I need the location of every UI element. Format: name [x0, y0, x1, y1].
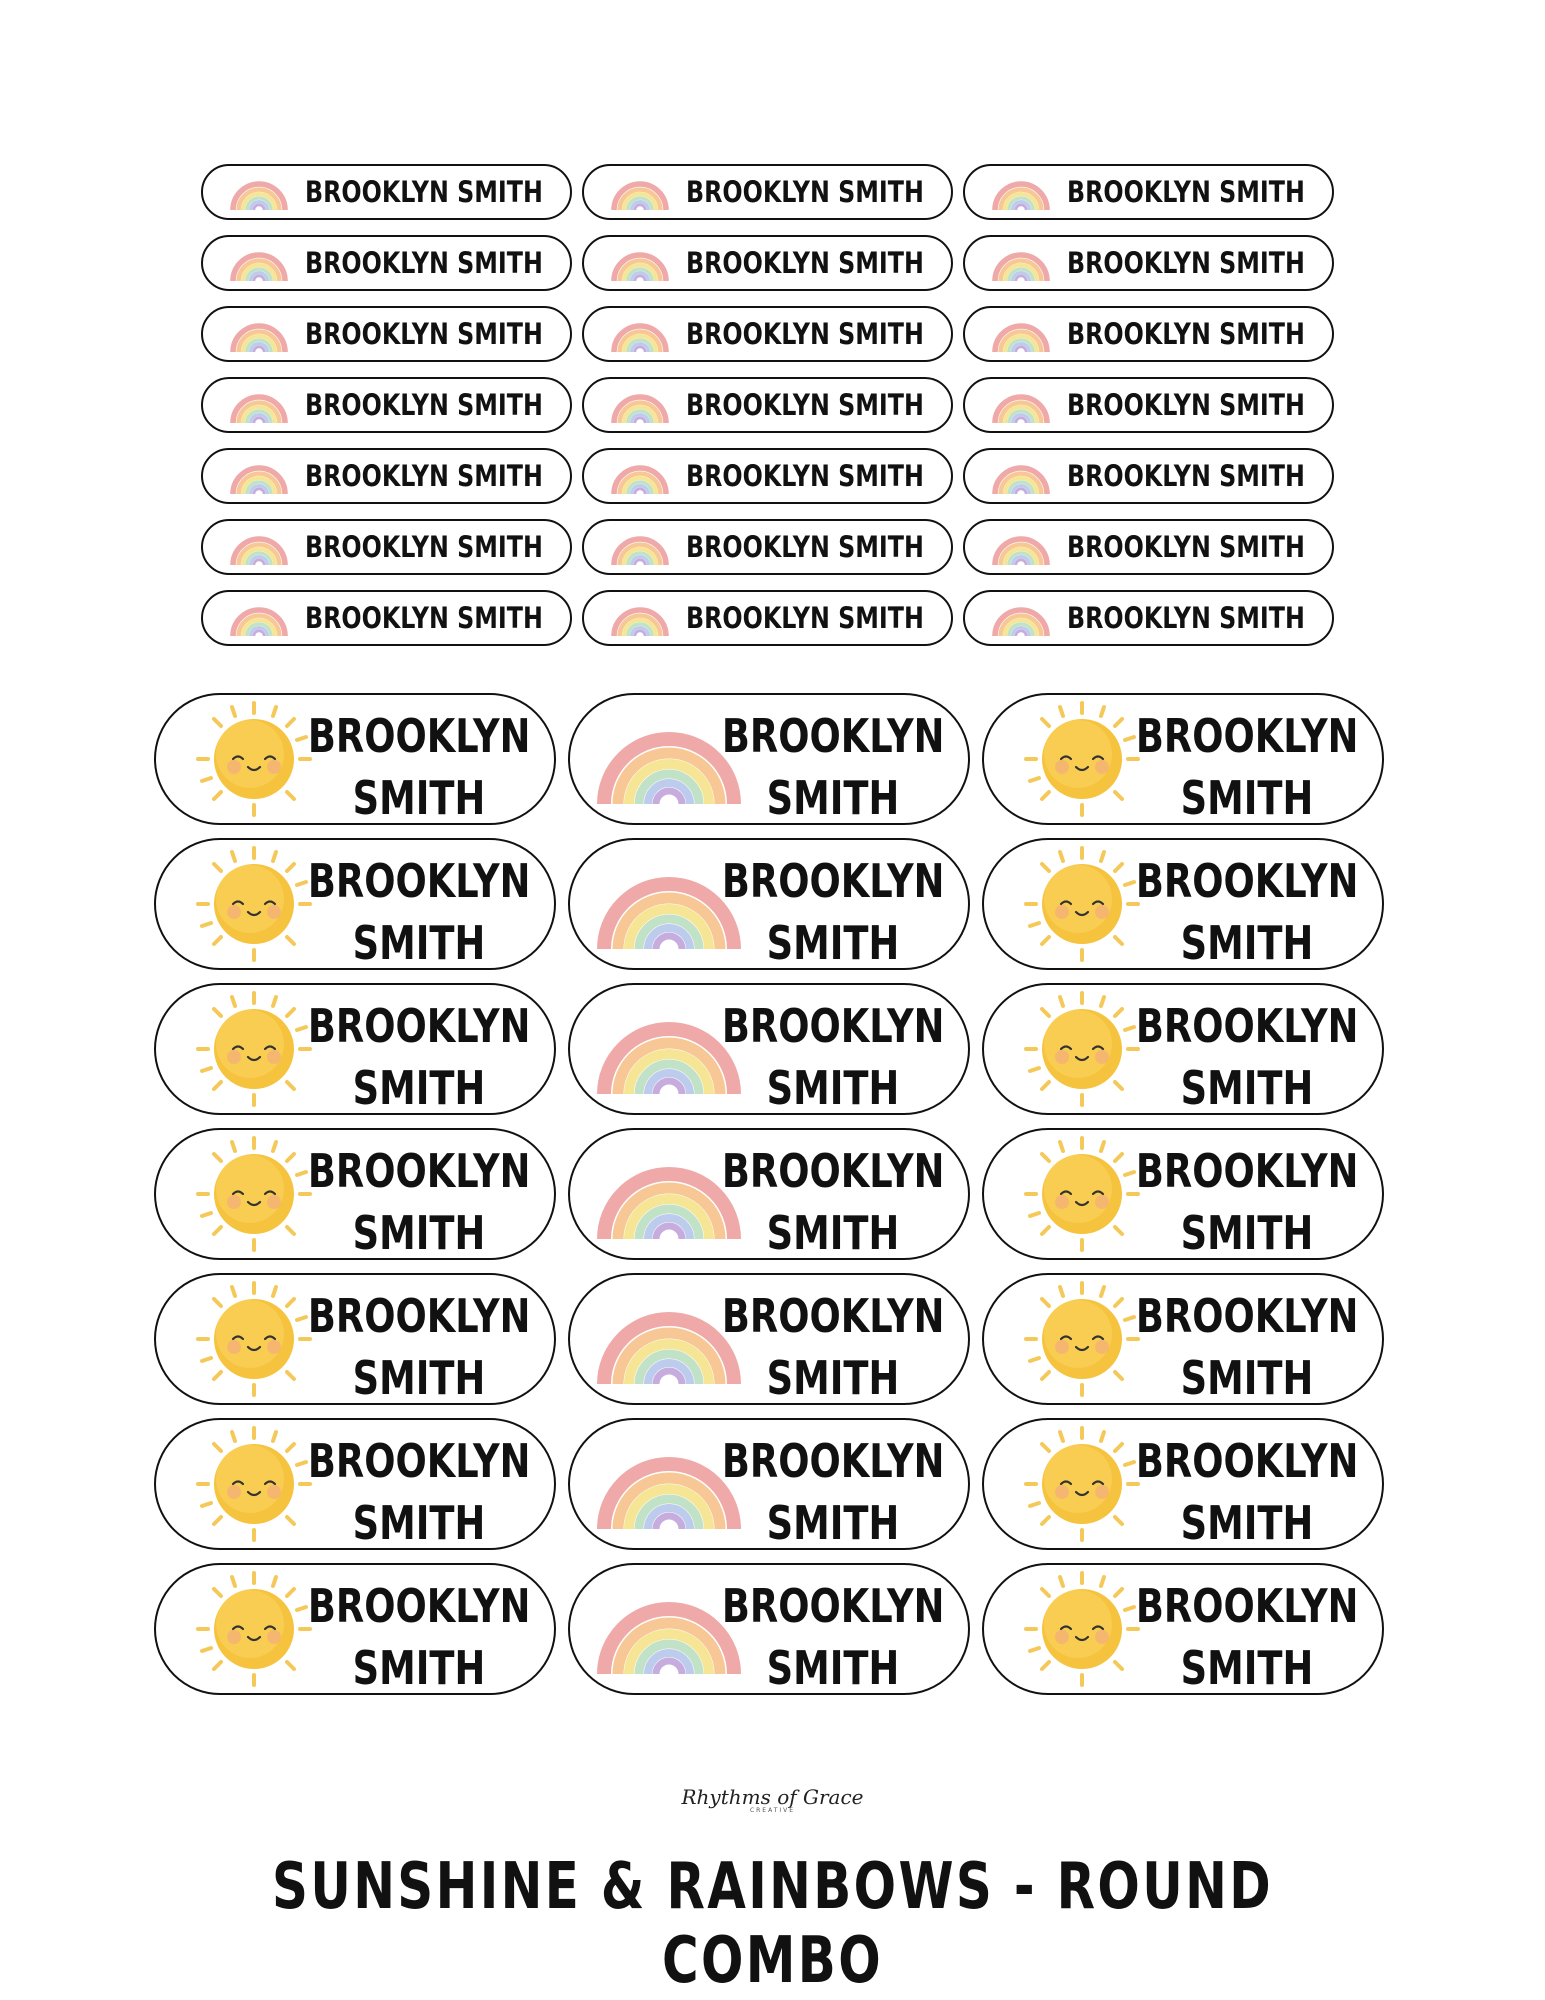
- big-label-text: [307, 995, 531, 1119]
- sun-icon: [1022, 1279, 1142, 1399]
- big-label-last-name: SMITH: [766, 1206, 900, 1260]
- small-label-name: BROOKLYN SMITH: [686, 317, 924, 351]
- small-name-label: [963, 377, 1334, 433]
- big-label-first-name: BROOKLYN: [307, 999, 531, 1053]
- big-label-text: [721, 705, 945, 829]
- rainbow-icon: [989, 172, 1053, 212]
- big-label-first-name: BROOKLYN: [1135, 1289, 1359, 1343]
- rainbow-icon: [227, 527, 291, 567]
- small-label-name: BROOKLYN SMITH: [686, 388, 924, 422]
- big-name-label: [982, 1128, 1384, 1260]
- big-label-text: [307, 705, 531, 829]
- big-label-text: [307, 1140, 531, 1264]
- big-label-first-name: BROOKLYN: [1135, 854, 1359, 908]
- small-label-name: BROOKLYN SMITH: [686, 459, 924, 493]
- big-label-first-name: BROOKLYN: [721, 1144, 945, 1198]
- big-label-text: [721, 995, 945, 1119]
- big-name-label: [154, 1563, 556, 1695]
- small-label-name: BROOKLYN SMITH: [1067, 530, 1305, 564]
- rainbow-icon: [608, 385, 672, 425]
- rainbow-icon: [989, 456, 1053, 496]
- rainbow-icon: [608, 243, 672, 283]
- big-label-first-name: BROOKLYN: [307, 709, 531, 763]
- big-label-first-name: BROOKLYN: [1135, 1579, 1359, 1633]
- small-label-name: BROOKLYN SMITH: [1067, 459, 1305, 493]
- big-label-last-name: SMITH: [766, 1641, 900, 1695]
- big-label-first-name: BROOKLYN: [307, 854, 531, 908]
- big-label-first-name: BROOKLYN: [307, 1434, 531, 1488]
- small-name-label: [582, 448, 953, 504]
- small-name-label: [963, 519, 1334, 575]
- big-name-label: [982, 1273, 1384, 1405]
- big-label-first-name: BROOKLYN: [1135, 1434, 1359, 1488]
- small-label-name: BROOKLYN SMITH: [305, 459, 543, 493]
- rainbow-icon: [989, 598, 1053, 638]
- big-label-last-name: SMITH: [352, 1351, 486, 1405]
- rainbow-icon: [227, 314, 291, 354]
- sun-icon: [194, 1279, 314, 1399]
- small-name-label: [582, 377, 953, 433]
- small-label-name: BROOKLYN SMITH: [1067, 388, 1305, 422]
- big-label-first-name: BROOKLYN: [307, 1579, 531, 1633]
- sun-icon: [1022, 844, 1142, 964]
- big-label-last-name: SMITH: [766, 916, 900, 970]
- big-label-last-name: SMITH: [352, 1496, 486, 1550]
- rainbow-icon: [608, 598, 672, 638]
- small-name-label: [963, 235, 1334, 291]
- small-label-name: BROOKLYN SMITH: [305, 246, 543, 280]
- small-label-name: BROOKLYN SMITH: [1067, 175, 1305, 209]
- small-name-label: [582, 235, 953, 291]
- big-label-text: [307, 850, 531, 974]
- big-label-text: [307, 1285, 531, 1409]
- big-label-text: [1135, 1140, 1359, 1264]
- page-title: [0, 1850, 1545, 1998]
- small-name-label: [582, 519, 953, 575]
- small-label-name: BROOKLYN SMITH: [305, 175, 543, 209]
- big-name-label: [568, 983, 970, 1115]
- small-name-label: [201, 590, 572, 646]
- small-labels-grid: [201, 164, 1334, 646]
- big-label-text: [1135, 995, 1359, 1119]
- big-label-first-name: BROOKLYN: [721, 1289, 945, 1343]
- big-name-label: [982, 983, 1384, 1115]
- sun-icon: [194, 1134, 314, 1254]
- rainbow-icon: [227, 456, 291, 496]
- big-label-last-name: SMITH: [352, 1061, 486, 1115]
- big-label-last-name: SMITH: [1180, 1206, 1314, 1260]
- big-name-label: [154, 1418, 556, 1550]
- small-label-name: BROOKLYN SMITH: [305, 317, 543, 351]
- big-label-text: [1135, 705, 1359, 829]
- big-name-label: [154, 1128, 556, 1260]
- small-name-label: [201, 235, 572, 291]
- small-name-label: [582, 164, 953, 220]
- small-label-name: BROOKLYN SMITH: [305, 530, 543, 564]
- big-name-label: [568, 1563, 970, 1695]
- big-label-last-name: SMITH: [352, 916, 486, 970]
- sun-icon: [194, 844, 314, 964]
- small-label-name: BROOKLYN SMITH: [686, 530, 924, 564]
- big-label-text: [721, 1285, 945, 1409]
- logo-script-text: Rhythms of Grace: [681, 1785, 864, 1809]
- big-name-label: [154, 1273, 556, 1405]
- small-name-label: [963, 164, 1334, 220]
- sun-icon: [1022, 989, 1142, 1109]
- big-label-first-name: BROOKLYN: [721, 1579, 945, 1633]
- small-name-label: [201, 448, 572, 504]
- big-label-last-name: SMITH: [1180, 1351, 1314, 1405]
- big-name-label: [154, 838, 556, 970]
- sun-icon: [194, 989, 314, 1109]
- small-name-label: [582, 306, 953, 362]
- small-label-name: BROOKLYN SMITH: [305, 388, 543, 422]
- sun-icon: [194, 1424, 314, 1544]
- small-label-name: BROOKLYN SMITH: [686, 601, 924, 635]
- small-name-label: [201, 164, 572, 220]
- big-label-text: [721, 1430, 945, 1554]
- big-label-last-name: SMITH: [352, 771, 486, 825]
- sun-icon: [1022, 1569, 1142, 1689]
- big-label-text: [721, 1140, 945, 1264]
- small-name-label: [582, 590, 953, 646]
- logo-subtext: CREATIVE: [749, 1807, 796, 1814]
- page-title-text: SUNSHINE & RAINBOWS - ROUND COMBO: [272, 1850, 1273, 1998]
- small-name-label: [963, 448, 1334, 504]
- big-label-text: [307, 1575, 531, 1699]
- big-name-label: [154, 693, 556, 825]
- rainbow-icon: [227, 385, 291, 425]
- rainbow-icon: [989, 243, 1053, 283]
- big-name-label: [982, 1418, 1384, 1550]
- big-label-last-name: SMITH: [1180, 1641, 1314, 1695]
- big-name-label: [982, 1563, 1384, 1695]
- small-name-label: [963, 590, 1334, 646]
- big-label-last-name: SMITH: [1180, 1061, 1314, 1115]
- rainbow-icon: [227, 598, 291, 638]
- sun-icon: [1022, 1134, 1142, 1254]
- big-name-label: [154, 983, 556, 1115]
- rainbow-icon: [608, 527, 672, 567]
- big-name-label: [982, 838, 1384, 970]
- big-label-first-name: BROOKLYN: [721, 999, 945, 1053]
- small-label-name: BROOKLYN SMITH: [1067, 246, 1305, 280]
- big-label-text: [721, 1575, 945, 1699]
- rainbow-icon: [989, 314, 1053, 354]
- big-name-label: [982, 693, 1384, 825]
- big-name-label: [568, 1128, 970, 1260]
- big-label-first-name: BROOKLYN: [307, 1144, 531, 1198]
- brand-logo: [0, 1785, 1545, 1814]
- small-name-label: [963, 306, 1334, 362]
- big-label-last-name: SMITH: [1180, 916, 1314, 970]
- big-label-first-name: BROOKLYN: [307, 1289, 531, 1343]
- small-name-label: [201, 377, 572, 433]
- big-label-last-name: SMITH: [1180, 1496, 1314, 1550]
- rainbow-icon: [608, 172, 672, 212]
- big-labels-grid: [154, 693, 1384, 1695]
- small-label-name: BROOKLYN SMITH: [686, 246, 924, 280]
- sun-icon: [194, 699, 314, 819]
- big-label-first-name: BROOKLYN: [721, 1434, 945, 1488]
- big-name-label: [568, 838, 970, 970]
- small-label-name: BROOKLYN SMITH: [1067, 601, 1305, 635]
- big-label-first-name: BROOKLYN: [1135, 1144, 1359, 1198]
- small-label-name: BROOKLYN SMITH: [305, 601, 543, 635]
- sun-icon: [1022, 699, 1142, 819]
- big-label-first-name: BROOKLYN: [721, 854, 945, 908]
- big-label-text: [1135, 1430, 1359, 1554]
- big-name-label: [568, 693, 970, 825]
- big-label-first-name: BROOKLYN: [1135, 709, 1359, 763]
- small-label-name: BROOKLYN SMITH: [686, 175, 924, 209]
- big-label-last-name: SMITH: [766, 1061, 900, 1115]
- big-label-last-name: SMITH: [766, 1351, 900, 1405]
- sun-icon: [194, 1569, 314, 1689]
- big-label-text: [1135, 850, 1359, 974]
- big-label-last-name: SMITH: [766, 771, 900, 825]
- rainbow-icon: [608, 456, 672, 496]
- big-label-last-name: SMITH: [352, 1206, 486, 1260]
- sun-icon: [1022, 1424, 1142, 1544]
- big-name-label: [568, 1273, 970, 1405]
- big-label-last-name: SMITH: [352, 1641, 486, 1695]
- rainbow-icon: [989, 385, 1053, 425]
- big-label-text: [721, 850, 945, 974]
- big-label-text: [1135, 1575, 1359, 1699]
- rainbow-icon: [227, 243, 291, 283]
- rainbow-icon: [989, 527, 1053, 567]
- big-label-first-name: BROOKLYN: [721, 709, 945, 763]
- big-name-label: [568, 1418, 970, 1550]
- rainbow-icon: [227, 172, 291, 212]
- big-label-text: [1135, 1285, 1359, 1409]
- big-label-text: [307, 1430, 531, 1554]
- big-label-first-name: BROOKLYN: [1135, 999, 1359, 1053]
- small-name-label: [201, 306, 572, 362]
- big-label-last-name: SMITH: [1180, 771, 1314, 825]
- big-label-last-name: SMITH: [766, 1496, 900, 1550]
- small-label-name: BROOKLYN SMITH: [1067, 317, 1305, 351]
- rainbow-icon: [608, 314, 672, 354]
- small-name-label: [201, 519, 572, 575]
